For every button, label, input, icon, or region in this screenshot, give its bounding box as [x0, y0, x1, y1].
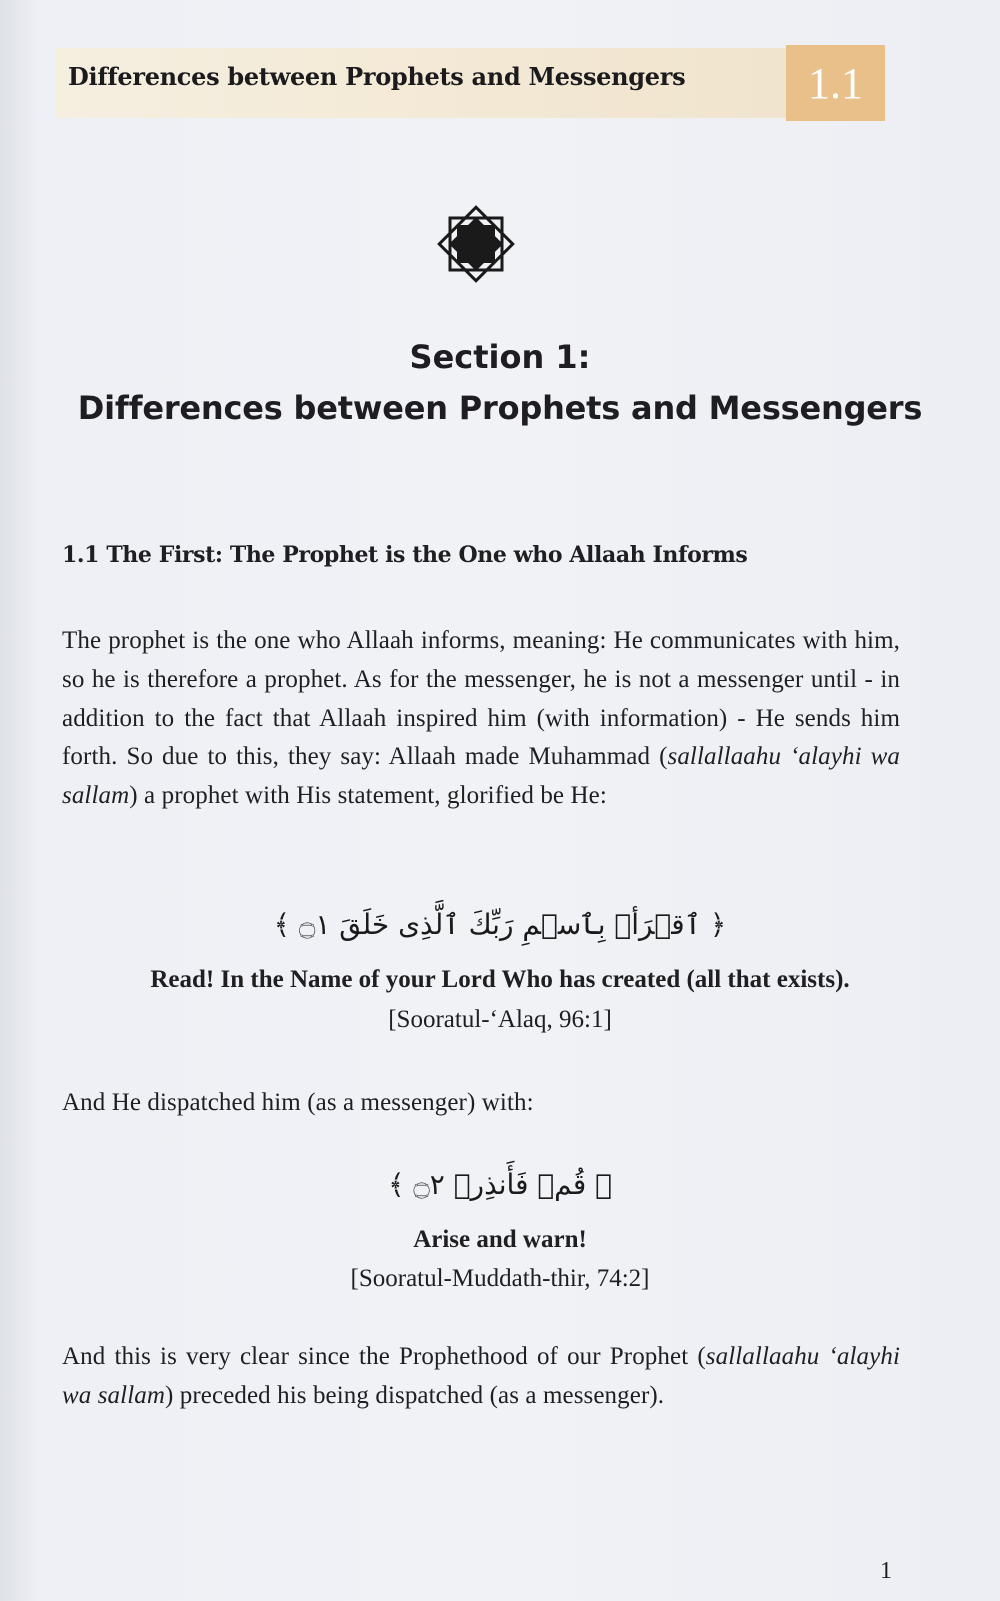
paragraph-3-text-end: ) preceded his being dispatched (as a messenger). — [165, 1381, 665, 1409]
paragraph-2: And He dispatched him (as a messenger) with: — [62, 1089, 534, 1116]
paragraph-1-honorific: sallallaahu ‘alayhi wa sallam — [62, 743, 900, 810]
section-title-line1: Section 1: — [409, 338, 591, 376]
paragraph-3 — [62, 1338, 900, 1416]
verse-2-arabic: ﴿ قُمۡ فَأَنذِرۡ ۝٢ ﴾ — [388, 1168, 612, 1201]
subsection-heading: 1.1 The First: The Prophet is the One who Allaah Informs — [62, 542, 748, 568]
verse-1-translation: Read! In the Name of your Lord Who has created (all that exists). — [150, 966, 850, 993]
running-header-title: Differences between Prophets and Messengers — [68, 62, 686, 91]
verse-1-arabic: ﴿ ٱقۡرَأۡ بِٱسۡمِ رَبِّكَ ٱلَّذِى خَلَقَ ۝١ ﴾ — [273, 908, 727, 941]
section-number-badge: 1.1 — [786, 45, 885, 121]
verse-2-translation: Arise and warn! — [413, 1226, 587, 1253]
paragraph-1 — [62, 622, 900, 816]
paragraph-1-text: The prophet is the one who Allaah informs, meaning: He communicates with him, so he is therefore a prophet. As for the messenger, he is not a messenger until - in addition to the fact that Allaah inspired him (with information) - He sends him forth. So due to this, they say: Allaah made Muhammad ( — [62, 627, 900, 771]
verse-2-reference: [Sooratul-Muddath-thir, 74:2] — [350, 1265, 650, 1292]
paragraph-3-honorific: sallallaahu ‘alayhi wa sallam — [62, 1343, 900, 1409]
verse-1-reference: [Sooratul-‘Alaq, 96:1] — [388, 1006, 612, 1033]
paragraph-1-text-end: ) a prophet with His statement, glorified be He: — [129, 782, 607, 810]
page-number: 1 — [880, 1558, 892, 1584]
paragraph-3-text: And this is very clear since the Prophethood of our Prophet ( — [62, 1343, 706, 1370]
eight-point-star-ornament-icon — [436, 204, 516, 284]
section-title-line2: Differences between Prophets and Messengers — [77, 389, 923, 427]
